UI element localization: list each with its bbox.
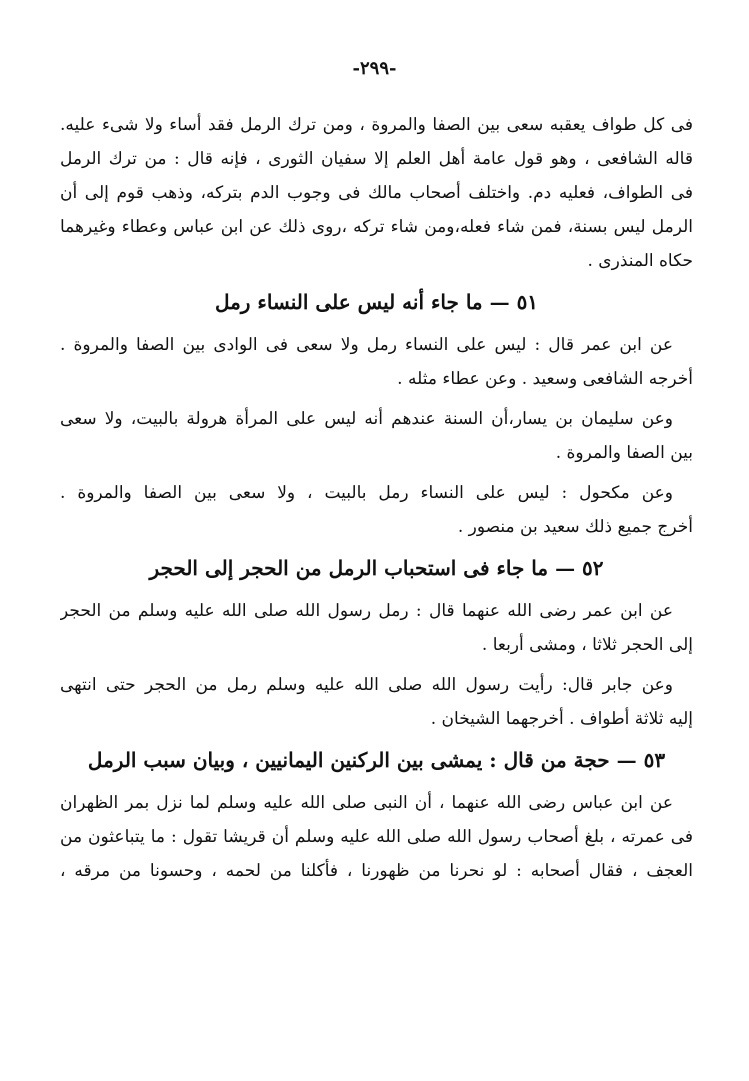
text-line: إليه ثلاثة أطواف . أخرجهما الشيخان . <box>430 709 693 729</box>
text-line: العجف ، فقال أصحابه : لو نحرنا من ظهورنا ، فأكلنا من لحمه ، وحسونا من مرقه ، <box>60 861 693 881</box>
page-body <box>60 108 693 888</box>
text-line: فى الطواف، فعليه دم. واختلف أصحاب مالك فى وجوب الدم بتركه، وذهب قوم إلى أن <box>60 183 693 203</box>
text-line: وعن مكحول : ليس على النساء رمل بالبيت ، ولا سعى بين الصفا والمروة . <box>60 483 673 503</box>
section-heading: ٥٣ — حجة من قال : يمشى بين الركنين اليمانيين ، وبيان سبب الرمل <box>87 748 666 772</box>
text-line: بين الصفا والمروة . <box>555 443 693 463</box>
text-line: إلى الحجر ثلاثا ، ومشى أربعا . <box>481 635 693 655</box>
opening-paragraph <box>60 108 693 278</box>
section-52 <box>60 548 693 736</box>
page-number: -٢٩٩- <box>352 58 397 79</box>
text-line: أخرج جميع ذلك سعيد بن منصور . <box>457 517 693 537</box>
section-51 <box>60 282 693 544</box>
text-line: وعن سليمان بن يسار،أن السنة عندهم أنه ليس على المرأة هرولة بالبيت، ولا سعى <box>60 409 673 429</box>
text-line: قاله الشافعى ، وهو قول عامة أهل العلم إلا سفيان الثورى ، فإنه قال : من ترك الرمل <box>60 149 693 169</box>
text-line: فى كل طواف يعقبه سعى بين الصفا والمروة ، ومن ترك الرمل فقد أساء ولا شىء عليه. <box>60 115 693 135</box>
text-line: عن ابن عباس رضى الله عنهما ، أن النبى صلى الله عليه وسلم لما نزل بمر الظهران <box>60 793 673 813</box>
text-line: عن ابن عمر قال : ليس على النساء رمل ولا سعى فى الوادى بين الصفا والمروة . <box>60 335 673 355</box>
text-line: فى عمرته ، بلغ أصحاب رسول الله صلى الله عليه وسلم أن قريشا تقول : ما يتباعثون من <box>60 827 693 847</box>
text-line: أخرجه الشافعى وسعيد . وعن عطاء مثله . <box>397 369 693 389</box>
section-53 <box>60 740 693 888</box>
section-heading: ٥٢ — ما جاء فى استحباب الرمل من الحجر إلى الحجر <box>149 556 604 580</box>
text-line: وعن جابر قال: رأيت رسول الله صلى الله عليه وسلم رمل من الحجر حتى انتهى <box>60 675 673 695</box>
text-line: حكاه المنذرى . <box>587 251 693 271</box>
text-line: الرمل ليس بسنة، فمن شاء فعله،ومن شاء تركه ،روى ذلك عن ابن عباس وعطاء وغيرهما <box>60 217 693 237</box>
text-line: عن ابن عمر رضى الله عنهما قال : رمل رسول الله صلى الله عليه وسلم من الحجر <box>60 601 673 621</box>
section-heading: ٥١ — ما جاء أنه ليس على النساء رمل <box>214 290 539 314</box>
